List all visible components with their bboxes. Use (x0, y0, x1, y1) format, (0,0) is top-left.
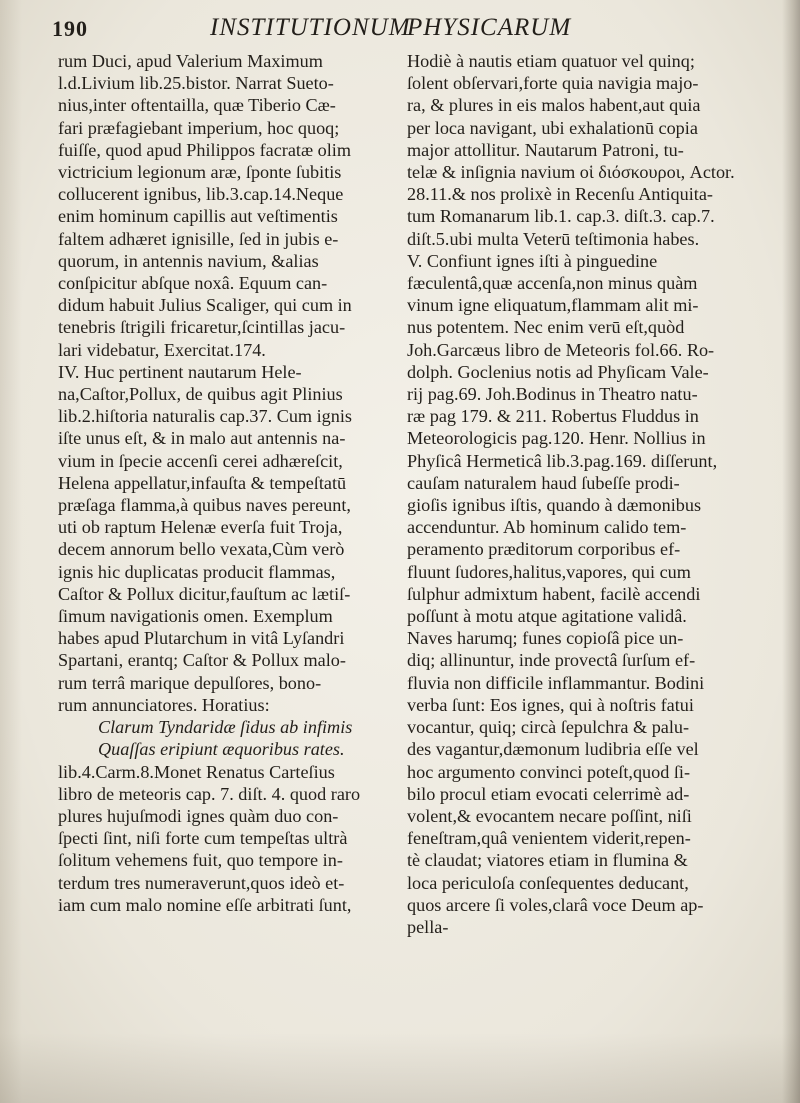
running-head (0, 10, 800, 44)
left-column-line: fari præfagiebant imperium, hoc quoq; (58, 117, 340, 138)
left-column-line: uti ob raptum Helenæ everſa fuit Troja, (58, 517, 343, 538)
right-column-line: per loca navigant, ubi exhalationū copia (407, 117, 698, 138)
left-column-line: Helena appellatur,infauſta & tempeſtatū (58, 472, 347, 493)
left-column-line: ſimum navigationis omen. Exemplum (58, 606, 333, 627)
page-edge-shadow (782, 0, 800, 1103)
left-column-line: rum terrâ marique depulſores, bono- (58, 672, 322, 693)
right-column-line: volent,& evocantem necare poſſint, niſi (407, 805, 692, 826)
running-title-left: INSTITUTIONUM (210, 14, 411, 41)
right-column-line: fluvia non difficile inflammantur. Bodini (407, 672, 705, 693)
right-column-line: quos arcere ſi voles,clarâ voce Deum ap- (407, 894, 704, 915)
right-column-line: telæ & inſignia navium οἱ διόσκουροι, Actor. (407, 162, 735, 183)
right-column-line: fluunt ſudores,halitus,vapores, qui cum (407, 561, 691, 582)
left-column-line: Caſtor & Pollux dicitur,fauſtum ac lætiſ- (58, 583, 351, 604)
right-column-line: tum Romanarum lib.1. cap.3. diſt.3. cap.7. (407, 206, 715, 227)
left-column-line: IV. Huc pertinent nautarum Hele- (58, 361, 302, 382)
left-column-line: rum annunciatores. Horatius: (58, 694, 270, 715)
right-column-line: Joh.Garcæus libro de Meteoris fol.66. Ro- (407, 339, 715, 360)
right-column-line: Meteorologicis pag.120. Henr. Nollius in (407, 428, 706, 449)
left-column-line: nius,inter oftentailla, quæ Tiberio Cæ- (58, 95, 336, 116)
left-column-line: plures hujuſmodi ignes quàm duo con- (58, 805, 339, 826)
right-column-line: des vagantur,dæmonum ludibria eſſe vel (407, 739, 699, 760)
right-column-line: cauſam naturalem haud ſubeſſe prodi- (407, 472, 680, 493)
left-column-line: enim hominum capillis aut veſtimentis (58, 206, 338, 227)
right-text-column (407, 50, 759, 938)
left-column-line: fuiſſe, quod apud Philippos facratæ olim (58, 139, 351, 160)
left-column-line: rum Duci, apud Valerium Maximum (58, 51, 323, 71)
left-column-line: lib.4.Carm.8.Monet Renatus Carteſius (58, 761, 335, 782)
left-column-line: iam cum malo nomine eſſe arbitrati ſunt, (58, 894, 352, 915)
left-column-line: na,Caſtor,Pollux, de quibus agit Plinius (58, 384, 343, 405)
left-column-line: vium in ſpecie accenſi cerei adhæreſcit, (58, 450, 343, 471)
left-column-line: collucerent ignibus, lib.3.cap.14.Neque (58, 184, 344, 205)
left-column-line: Spartani, erantq; Caſtor & Pollux malo- (58, 650, 346, 671)
right-column-line: verba ſunt: Eos ignes, qui à noſtris fatui (407, 694, 694, 715)
right-column-line: ra, & plures in eis malos habent,aut quia (407, 95, 701, 116)
right-column-line: gioſis ignibus iſtis, quando à dæmonibus (407, 495, 702, 516)
left-column-line: iſte unus eſt, & in malo aut antennis na- (58, 428, 346, 449)
left-column-line: libro de meteoris cap. 7. diſt. 4. quod raro (58, 783, 361, 804)
right-column-line: fæculentâ,quæ accenſa,non minus quàm (407, 273, 698, 294)
right-column-line: V. Confiunt ignes iſti à pinguedine (407, 250, 658, 271)
right-column-line: feneſtram,quâ venientem viderit,repen- (407, 828, 691, 849)
left-column-line: ſpecti ſint, niſi forte cum tempeſtas ultrà (58, 828, 348, 849)
right-column-line: loca periculoſa conſequentes deducant, (407, 872, 689, 893)
right-column-line: rij pag.69. Joh.Bodinus in Theatro natu- (407, 384, 698, 405)
left-column-line: quorum, in antennis navium, &alias (58, 250, 319, 271)
left-column-line: victricium legionum aræ, ſponte ſubitis (58, 162, 342, 183)
right-column-line: pella- (407, 916, 449, 937)
right-column-line: accenduntur. Ab hominum calido tem- (407, 517, 687, 538)
right-column-line: peramento præditorum corporibus ef- (407, 539, 681, 560)
right-column-line: nus potentem. Nec enim verū eſt,quòd (407, 317, 685, 338)
right-column-line: ſulphur admixtum habent, facilè accendi (407, 583, 701, 604)
right-column-line: poſſunt à motu atque agitatione validâ. (407, 606, 687, 627)
left-column-line: faltem adhæret ignisille, ſed in jubis e- (58, 228, 339, 249)
right-column-line: hoc argumento convinci poteſt,quod ſi- (407, 761, 691, 782)
left-column-line: ſolitum vehemens fuit, quo tempore in- (58, 850, 343, 871)
right-column-line: Naves harumq; funes copioſâ pice un- (407, 628, 684, 649)
right-column-line: tè claudat; viatores etiam in flumina & (407, 850, 688, 871)
left-column-line: conſpicitur abſque noxâ. Equum can- (58, 273, 328, 294)
left-column-line: terdum tres numeraverunt,quos ideò et- (58, 872, 345, 893)
right-column-line: bilo procul etiam evocati celerrimè ad- (407, 783, 690, 804)
right-column-line: Hodiè à nautis etiam quatuor vel quinq; (407, 51, 695, 71)
right-column-line: ræ pag 179. & 211. Robertus Fluddus in (407, 406, 699, 427)
left-column-line: habes apud Plutarchum in vitâ Lyſandri (58, 628, 345, 649)
left-column-line: decem annorum bello vexata,Cùm verò (58, 539, 345, 560)
right-column-line: vocantur, quiq; circà ſepulchra & palu- (407, 717, 690, 738)
right-column-line: vinum igne eliquatum,flammam alit mi- (407, 295, 699, 316)
left-column-line: tenebris ſtrigili fricaretur,ſcintillas jacu- (58, 317, 346, 338)
right-column-line: ſolent obſervari,forte quia navigia majo- (407, 73, 699, 94)
right-column-line: major attollitur. Nautarum Patroni, tu- (407, 139, 684, 160)
left-column-line: lib.2.hiſtoria naturalis cap.37. Cum ignis (58, 406, 352, 427)
right-column-line: Phyſicâ Hermeticâ lib.3.pag.169. diſſerunt, (407, 450, 718, 471)
page-bottom-shade (0, 1033, 800, 1103)
page-gutter-shadow (0, 0, 22, 1103)
left-column-line: præſaga flamma,à quibus naves pereunt, (58, 495, 351, 516)
right-column-line: diq; allinuntur, inde provectâ ſurſum ef- (407, 650, 696, 671)
page-number: 190 (52, 16, 88, 41)
left-text-column (58, 50, 390, 916)
left-column-line: l.d.Livium lib.25.bistor. Narrat Sueto- (58, 73, 334, 94)
left-column-line: Quaſſas eripiunt æquoribus rates. (98, 739, 345, 760)
right-column-line: diſt.5.ubi multa Veterū teſtimonia habes. (407, 228, 700, 249)
left-column-line: lari videbatur, Exercitat.174. (58, 339, 266, 360)
right-column-line: dolph. Goclenius notis ad Phyſicam Vale- (407, 361, 709, 382)
left-column-line: didum habuit Julius Scaliger, qui cum in (58, 295, 352, 316)
running-title-right: PHYSICARUM (407, 14, 572, 41)
left-column-line: ignis hic duplicatas producit flammas, (58, 561, 336, 582)
right-column-line: 28.11.& nos prolixè in Recenſu Antiquita- (407, 184, 713, 205)
left-column-line: Clarum Tyndaridæ ſidus ab infimis (98, 717, 353, 738)
